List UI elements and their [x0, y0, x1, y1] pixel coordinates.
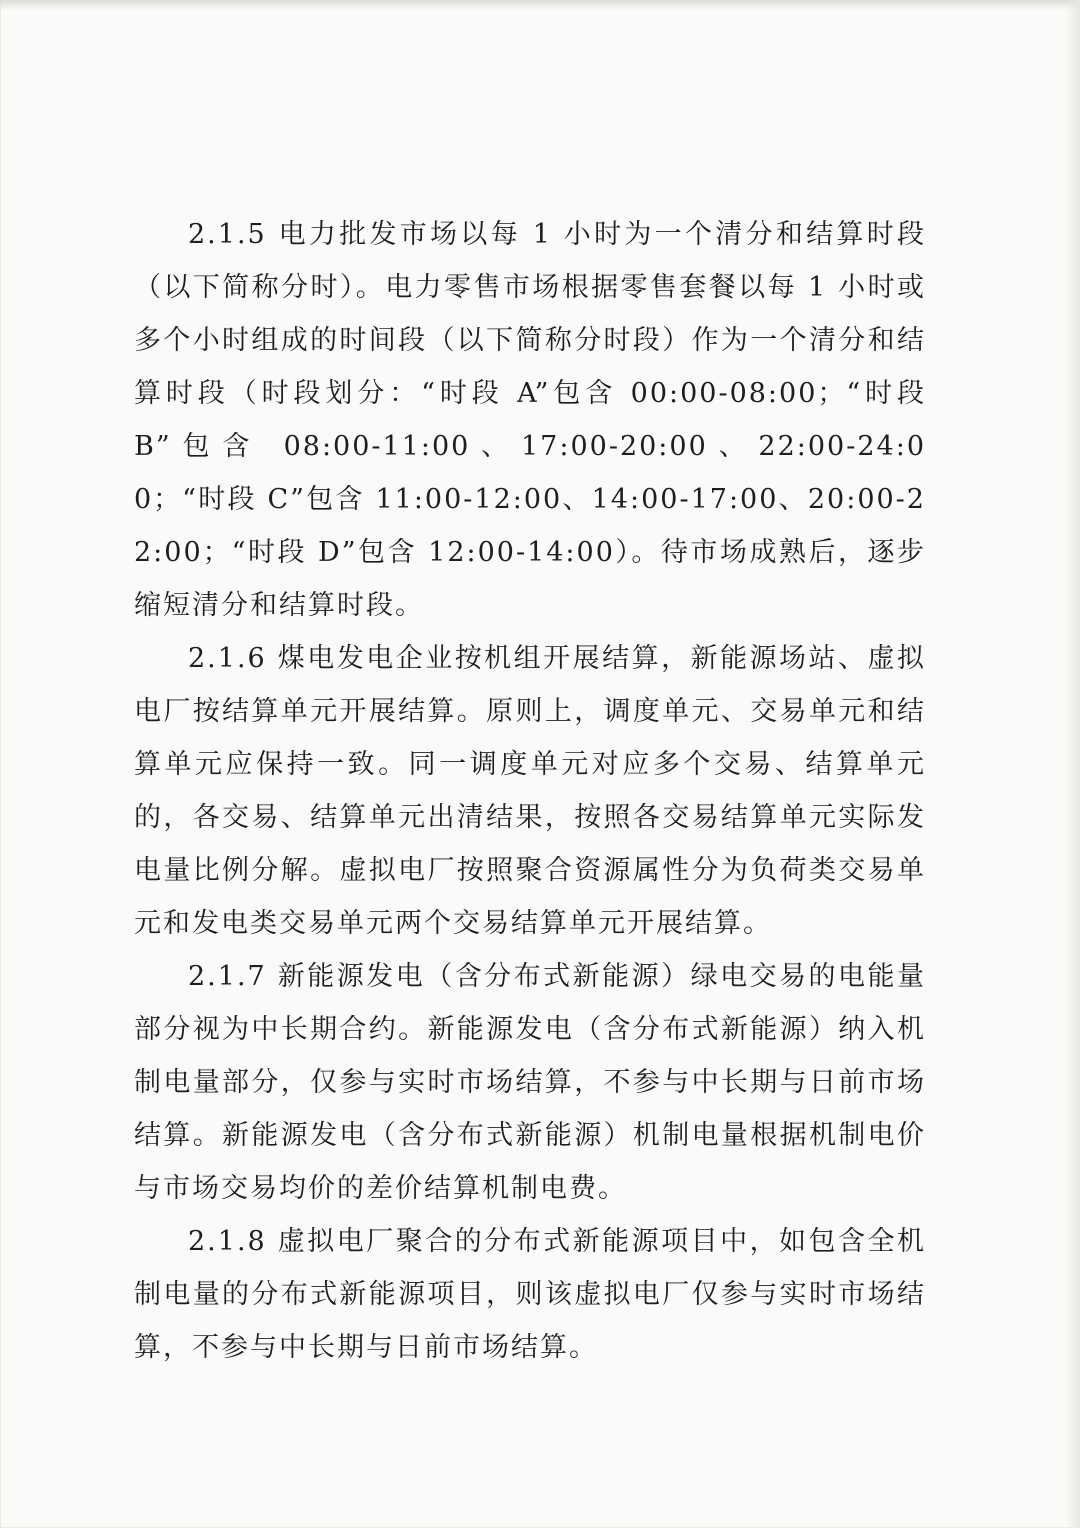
clause-number: 2.1.8 — [188, 1226, 267, 1257]
paragraph-2-1-8 — [134, 1215, 926, 1374]
clause-text: 虚拟电厂聚合的分布式新能源项目中，如包含全机制电量的分布式新能源项目，则该虚拟电厂仅参与实时市场结算，不参与中长期与日前市场结算。 — [134, 1226, 926, 1363]
clause-text: 新能源发电（含分布式新能源）绿电交易的电能量部分视为中长期合约。新能源发电（含分布式新能源）纳入机制电量部分，仅参与实时市场结算，不参与中长期与日前市场结算。新能源发电（含分布式新能源）机制电量根据机制电价与市场交易均价的差价结算机制电费。 — [134, 961, 926, 1204]
clause-text: 煤电发电企业按机组开展结算，新能源场站、虚拟电厂按结算单元开展结算。原则上，调度单元、交易单元和结算单元应保持一致。同一调度单元对应多个交易、结算单元的，各交易、结算单元出清结果，按照各交易结算单元实际发电量比例分解。虚拟电厂按照聚合资源属性分为负荷类交易单元和发电类交易单元两个交易结算单元开展结算。 — [134, 643, 926, 939]
paragraph-2-1-5 — [134, 208, 926, 632]
paragraph-2-1-7 — [134, 950, 926, 1215]
page-shadow-right — [1066, 0, 1080, 1528]
document-body — [134, 208, 926, 1374]
clause-text: 电力批发市场以每 1 小时为一个清分和结算时段（以下简称分时）。电力零售市场根据零售套餐以每 1 小时或多个小时组成的时间段（以下简称分时段）作为一个清分和结算时段（时段划分：“时段 A”包含 00:00-08:00；“时段 B”包含 08:00-11:00、17:00-20:00、22:00-24:00；“时段 C”包含 11:00-12:00、14:00-17:00、20:00-22:00；“时段 D”包含 12:00-14:00）。待市场成熟后，逐步缩短清分和结算时段。 — [134, 219, 926, 621]
paragraph-2-1-6 — [134, 632, 926, 950]
clause-number: 2.1.7 — [188, 961, 267, 992]
page-shadow-top — [0, 0, 1080, 10]
clause-number: 2.1.6 — [188, 643, 267, 674]
clause-number: 2.1.5 — [188, 219, 267, 250]
